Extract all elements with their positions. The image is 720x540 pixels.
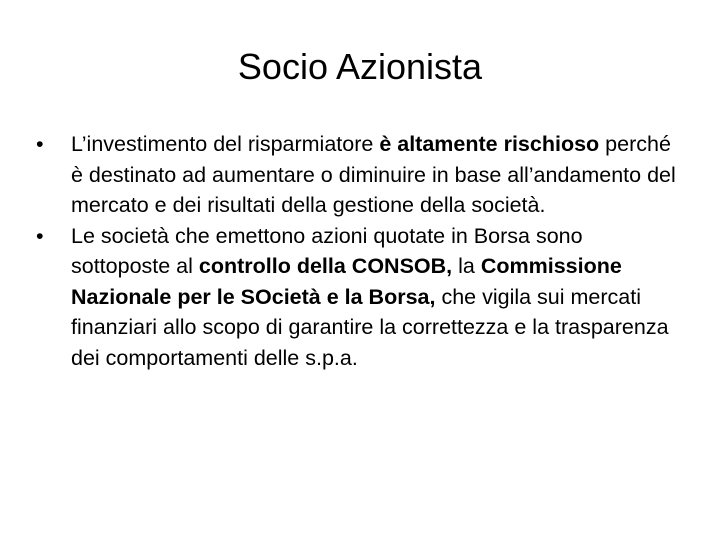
bullet-text: perché è destinato ad aumentare o diminuire in base all’andamento del mercato e dei risultati della gestione della società. bbox=[71, 132, 676, 217]
bullet-text: che vigila sui mercati finanziari allo scopo di garantire la correttezza e la trasparenza dei comportamenti delle s.p.a. bbox=[71, 284, 669, 370]
bullet-bold-text: controllo della CONSOB, bbox=[198, 254, 453, 278]
bullet-text: Le società che emettono azioni quotate in Borsa sono sottoposte al bbox=[71, 223, 583, 278]
bullet-text: L’investimento del risparmiatore bbox=[71, 132, 380, 156]
bullet-list bbox=[36, 129, 686, 373]
bullet-item-consob bbox=[36, 221, 686, 374]
bullet-text: la bbox=[452, 254, 481, 278]
bullet-dot-icon: • bbox=[36, 223, 44, 248]
slide-title: Socio Azionista bbox=[237, 46, 483, 87]
bullet-item-risk bbox=[36, 129, 686, 221]
bullet-bold-text: Commissione Nazionale per le SOcietà e la Borsa, bbox=[71, 254, 622, 309]
bullet-dot-icon: • bbox=[36, 132, 44, 156]
bullet-bold-text: è altamente rischioso bbox=[379, 132, 600, 156]
